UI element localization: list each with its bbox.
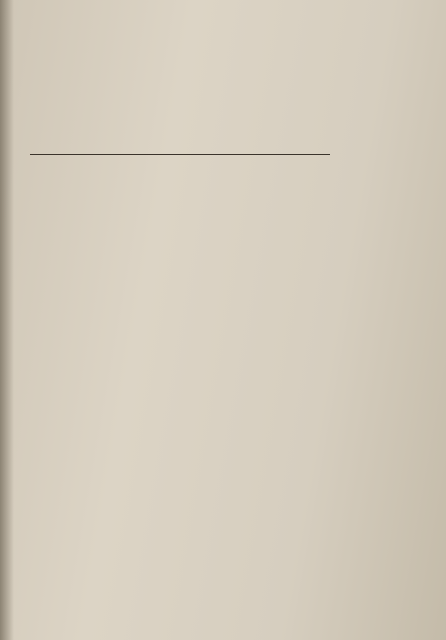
section-divider — [30, 154, 330, 155]
page-gutter-shadow — [0, 0, 14, 640]
page-header — [0, 6, 446, 26]
